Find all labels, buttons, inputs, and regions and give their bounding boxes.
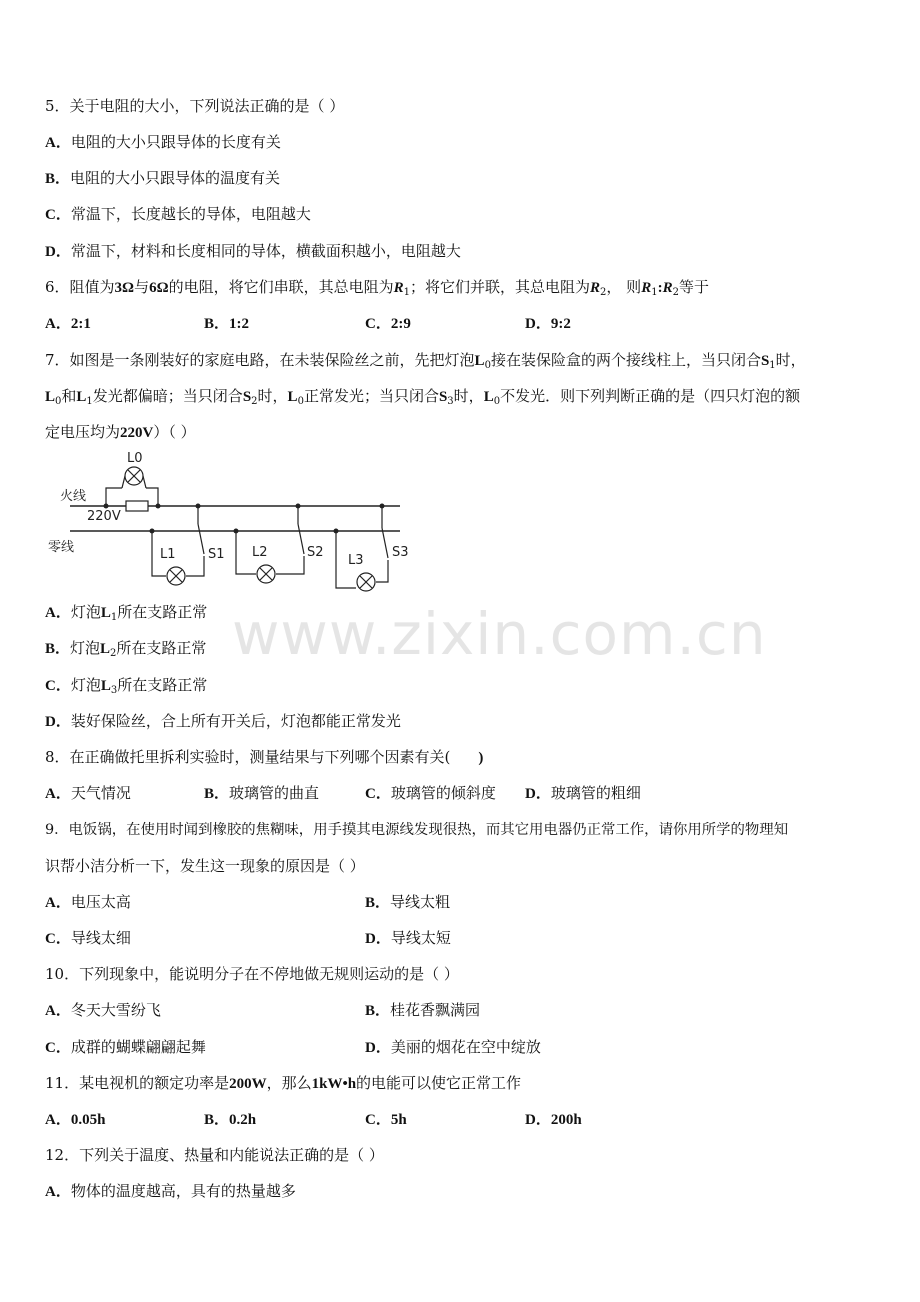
q10-option-a: A．冬天大雪纷飞	[45, 1001, 161, 1019]
q5-option-a: A．电阻的大小只跟导体的长度有关	[45, 133, 281, 151]
switch-s3-label: S3	[392, 545, 409, 560]
q7-option-b: B．灯泡$L_2$所在支路正常	[45, 639, 207, 659]
lamp-l2-icon	[257, 565, 275, 583]
q11-option-d: D．200h	[525, 1112, 582, 1128]
lamp-l2-label: L2	[252, 545, 268, 560]
q6-stem: 6．阻值为3Ω与6Ω的电阻，将它们串联，其总电阻为$R_1$；将它们并联，其总电阻为$R_2$， 则$R_1:R_2$等于	[45, 278, 709, 298]
q11-stem: 11．某电视机的额定功率是200W，那么1kW•h的电能可以使它正常工作	[45, 1074, 522, 1092]
q11-option-c: C．5h	[365, 1112, 407, 1128]
circuit-diagram	[40, 448, 420, 596]
neutral-wire-label: 零线	[48, 540, 75, 555]
q9-option-d: D．导线太短	[365, 929, 451, 947]
q7-stem-line2: $L_0$和$L_1$发光都偏暗；当只闭合$S_2$时，$L_0$正常发光；当只闭合$S_3$时，$L_0$不发光．则下列判断正确的是（四只灯泡的额	[45, 387, 801, 407]
q9-stem-line2: 识帮小洁分析一下，发生这一现象的原因是（ ）	[45, 857, 365, 875]
lamp-l3-label: L3	[348, 553, 364, 568]
q9-option-c: C．导线太细	[45, 929, 131, 947]
q7-option-a: A．灯泡$L_1$所在支路正常	[45, 603, 208, 623]
q8-stem: 8．在正确做托里拆利实验时，测量结果与下列哪个因素有关( )	[45, 748, 484, 766]
q6-option-c: C．2:9	[365, 316, 411, 332]
q7-option-d: D．装好保险丝，合上所有开关后，灯泡都能正常发光	[45, 712, 401, 730]
q12-option-a: A．物体的温度越高，具有的热量越多	[45, 1182, 296, 1200]
q9-stem-line1: 9．电饭锅，在使用时闻到橡胶的焦糊味，用手摸其电源线发现很热，而其它用电器仍正常工作，请你用所学的物理知	[45, 822, 789, 838]
voltage-label: 220V	[87, 509, 121, 524]
q8-option-c: C．玻璃管的倾斜度	[365, 784, 496, 802]
q11-option-a: A．0.05h	[45, 1112, 106, 1128]
q5-option-d: D．常温下，材料和长度相同的导体，横截面积越小，电阻越大	[45, 242, 461, 260]
q11-option-b: B．0.2h	[204, 1112, 257, 1128]
q6-option-d: D．9:2	[525, 316, 571, 332]
q12-stem: 12．下列关于温度、热量和内能说法正确的是（ ）	[45, 1146, 384, 1164]
q8-option-d: D．玻璃管的粗细	[525, 784, 641, 802]
switch-s1-label: S1	[208, 547, 225, 562]
q10-option-c: C．成群的蝴蝶翩翩起舞	[45, 1038, 206, 1056]
q9-option-b: B．导线太粗	[365, 893, 451, 911]
q8-option-a: A．天气情况	[45, 784, 131, 802]
lamp-l1-icon	[167, 567, 185, 585]
switch-s2-label: S2	[307, 545, 324, 560]
lamp-l1-label: L1	[160, 547, 176, 562]
q7-stem-line3: 定电压均为220V）（ ）	[45, 423, 196, 441]
switch-s2	[298, 524, 304, 554]
q7-stem-line1: 7．如图是一条刚装好的家庭电路，在未装保险丝之前，先把灯泡$L_0$接在装保险盒的两个接线柱上，当只闭合$S_1$时，	[45, 351, 806, 371]
q8-option-b: B．玻璃管的曲直	[204, 784, 320, 802]
q5-option-c: C．常温下，长度越长的导体，电阻越大	[45, 205, 311, 223]
q6-option-b: B．1:2	[204, 316, 250, 332]
lamp-l0-label: L0	[127, 451, 143, 466]
watermark: www.zixin.com.cn	[232, 600, 767, 668]
q10-stem: 10．下列现象中，能说明分子在不停地做无规则运动的是（ ）	[45, 965, 459, 983]
lamp-l0-icon	[125, 467, 143, 485]
fuse-holder	[126, 501, 148, 511]
switch-s3	[382, 528, 388, 558]
q10-option-b: B．桂花香飘满园	[365, 1001, 481, 1019]
q7-option-c: C．灯泡$L_3$所在支路正常	[45, 676, 208, 696]
q6-option-a: A．2:1	[45, 316, 91, 332]
switch-s1	[198, 524, 204, 554]
lamp-l3-icon	[357, 573, 375, 591]
q5-stem: 5．关于电阻的大小，下列说法正确的是（ ）	[45, 97, 345, 115]
q5-option-b: B．电阻的大小只跟导体的温度有关	[45, 169, 281, 187]
q10-option-d: D．美丽的烟花在空中绽放	[365, 1038, 541, 1056]
live-wire-label: 火线	[60, 489, 87, 504]
q9-option-a: A．电压太高	[45, 893, 131, 911]
